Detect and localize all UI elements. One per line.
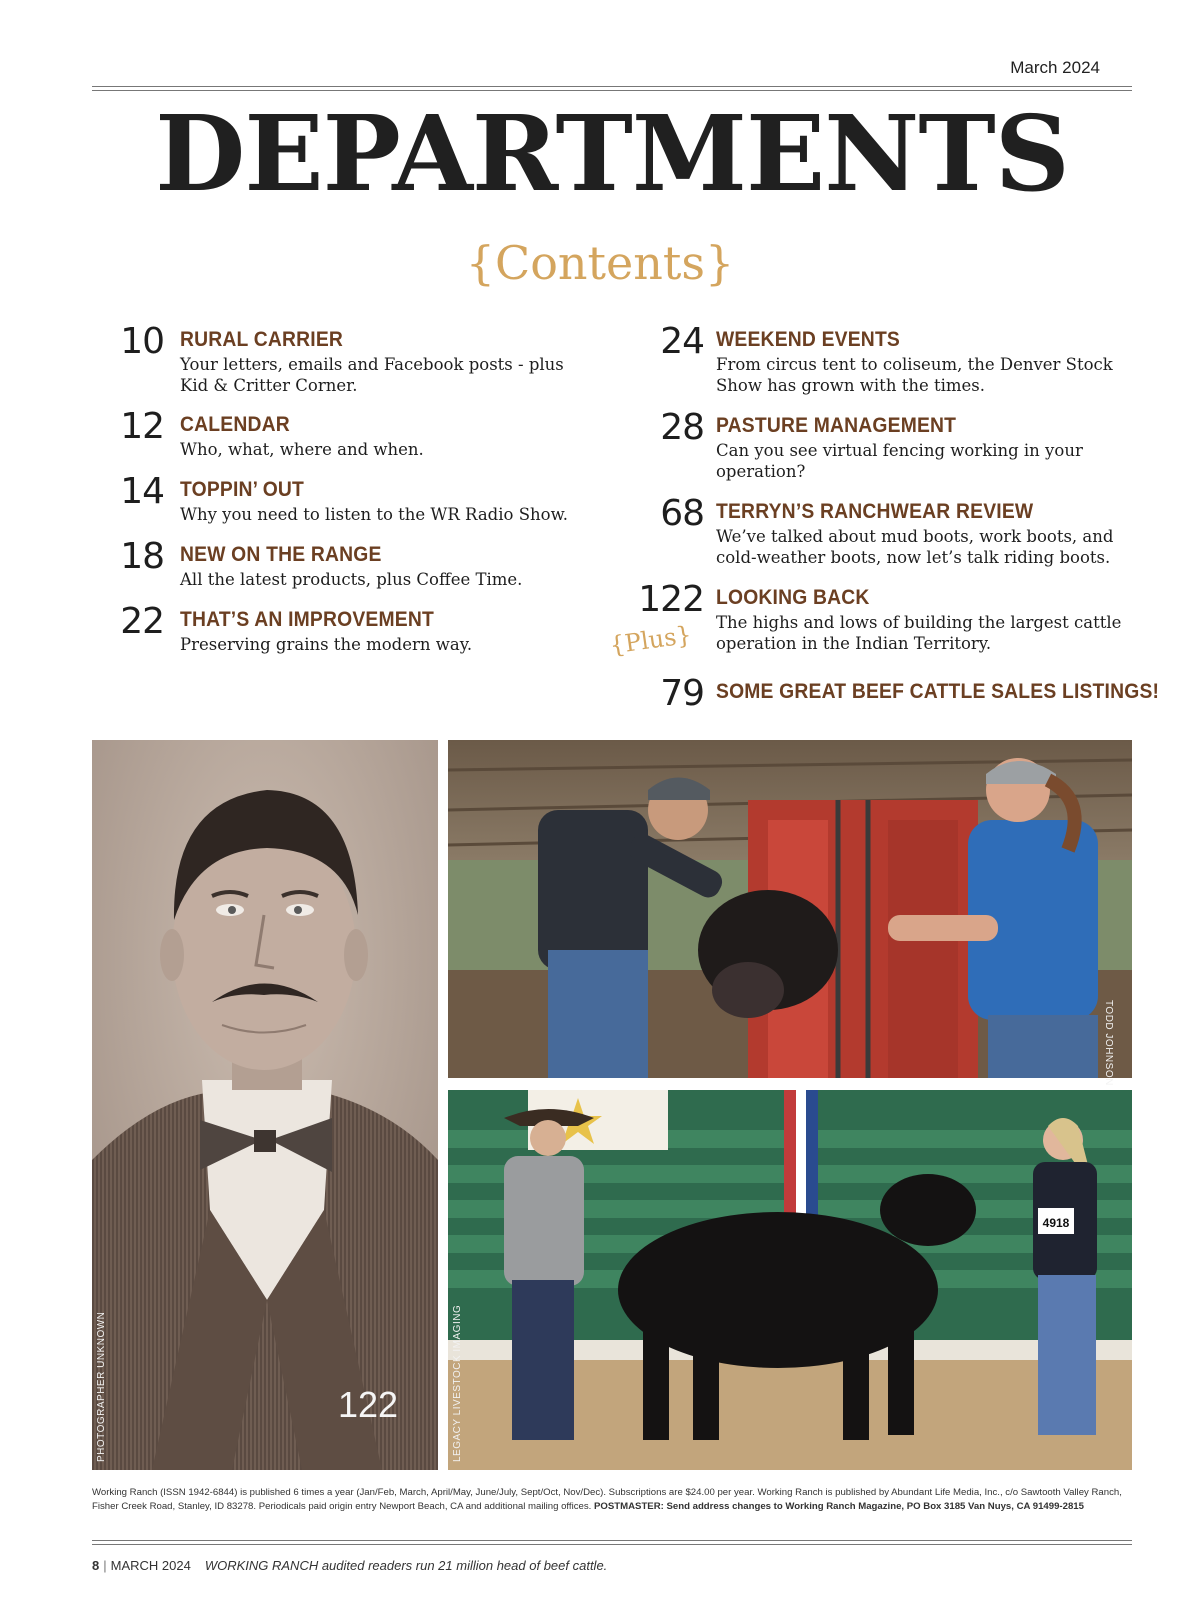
toc-page-number: 18 <box>120 536 164 577</box>
page-title: DEPARTMENTS <box>155 92 1069 215</box>
toc-title[interactable]: CALENDAR <box>180 413 290 436</box>
toc-title[interactable]: NEW ON THE RANGE <box>180 543 382 566</box>
toc-page-number: 24 <box>660 321 704 362</box>
publication-fineprint <box>92 1486 1132 1514</box>
toc-title[interactable]: WEEKEND EVENTS <box>716 328 900 351</box>
toc-title[interactable]: TOPPIN’ OUT <box>180 478 305 501</box>
toc-page-number: 14 <box>120 471 164 512</box>
toc-description: From circus tent to coliseum, the Denver Stock Show has grown with the times. <box>716 355 1113 395</box>
toc-description: Who, what, where and when. <box>180 440 424 459</box>
footer-separator: | <box>103 1558 107 1573</box>
toc-title[interactable]: TERRYN’S RANCHWEAR REVIEW <box>716 500 1034 523</box>
footer-issue: MARCH 2024 <box>110 1558 191 1573</box>
toc-description: Can you see virtual fencing working in your operation? <box>716 441 1083 481</box>
page-footer <box>92 1558 607 1573</box>
photo-page-number: 122 <box>338 1384 399 1425</box>
contents-subtitle: {Contents} <box>465 236 735 290</box>
toc-title[interactable]: THAT’S AN IMPROVEMENT <box>180 608 434 631</box>
toc-description: Your letters, emails and Facebook posts - plus Kid & Critter Corner. <box>180 355 564 395</box>
cattle-chute-photo <box>448 740 1132 1078</box>
toc-page-number: 12 <box>120 406 164 447</box>
toc-title[interactable]: SOME GREAT BEEF CATTLE SALES LISTINGS! <box>716 680 1160 703</box>
toc-title[interactable]: LOOKING BACK <box>716 586 870 609</box>
toc-page-number: 22 <box>120 601 164 642</box>
toc-title[interactable]: RURAL CARRIER <box>180 328 344 351</box>
toc-description: We’ve talked about mud boots, work boots, and cold-weather boots, now let’s talk riding boots. <box>716 527 1114 567</box>
photo-credit: TODD JOHNSON <box>1103 1000 1114 1086</box>
footer-tagline: WORKING RANCH audited readers run 21 million head of beef cattle. <box>204 1558 608 1573</box>
footer-page-number: 8 <box>92 1558 100 1573</box>
toc-description: Why you need to listen to the WR Radio Show. <box>180 505 568 524</box>
plus-label: {Plus} <box>608 620 694 660</box>
fineprint-body: Working Ranch (ISSN 1942-6844) is published 6 times a year (Jan/Feb, March, April/May, June/July, Sept/Oct, Nov/Dec). Subscriptions are $24.00 per year. Working Ranch is published by Abundant Life Media, Inc., c/o Sawtooth Valley Ranch, Fisher Creek Road, Stanley, ID 83278. Periodicals paid origin entry Newport Beach, CA and additional mailing offices. <box>92 1487 1122 1512</box>
photo-credit: PHOTOGRAPHER UNKNOWN <box>96 1311 107 1462</box>
footer-rule <box>92 1540 1132 1545</box>
header-rule <box>92 86 1132 91</box>
toc-page-number: 28 <box>660 407 704 448</box>
toc-description: All the latest products, plus Coffee Time. <box>180 570 523 589</box>
exhibitor-bib: 4918 <box>1042 1216 1070 1230</box>
toc-page-number: 68 <box>660 493 704 534</box>
photo-credit: LEGACY LIVESTOCK IMAGING <box>452 1304 463 1462</box>
fineprint-postmaster: POSTMASTER: Send address changes to Working Ranch Magazine, PO Box 3185 Van Nuys, CA 91499-2815 <box>594 1501 1084 1512</box>
issue-date: March 2024 <box>1010 58 1100 77</box>
toc-page-number: 10 <box>120 321 164 362</box>
toc-page-number: 79 <box>660 673 704 714</box>
toc-description: Preserving grains the modern way. <box>180 635 473 654</box>
cattle-show-photo <box>448 1090 1132 1470</box>
toc-description: The highs and lows of building the largest cattle operation in the Indian Territory. <box>716 613 1122 653</box>
portrait-photo <box>92 740 438 1470</box>
toc-page-number: 122 <box>638 579 704 620</box>
toc-title[interactable]: PASTURE MANAGEMENT <box>716 414 957 437</box>
